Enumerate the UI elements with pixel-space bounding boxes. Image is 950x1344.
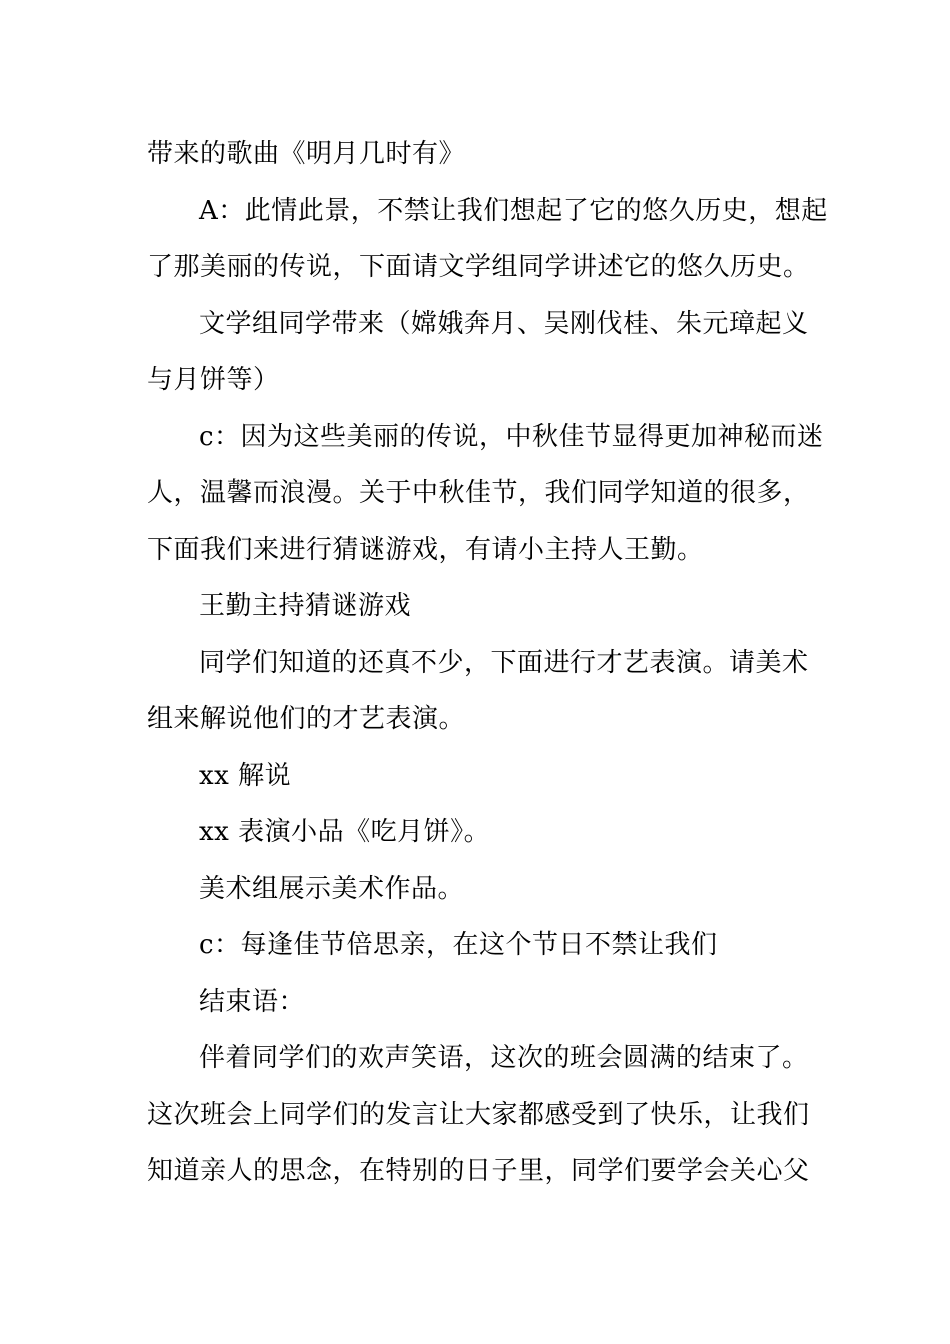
text-line: 同学们知道的还真不少，下面进行才艺表演。请美术 (199, 647, 809, 678)
text-line: c：每逢佳节倍思亲，在这个节日不禁让我们 (199, 930, 718, 960)
text-line: 下面我们来进行猜谜游戏，有请小主持人王勤。 (147, 534, 704, 565)
document-body (147, 126, 828, 1200)
text-line: 了那美丽的传说，下面请文学组同学讲述它的悠久历史。 (147, 252, 810, 282)
text-line: xx 解说 (199, 760, 292, 791)
text-line: 王勤主持猜谜游戏 (199, 591, 412, 621)
text-line: 人，温馨而浪漫。关于中秋佳节，我们同学知道的很多， (147, 478, 810, 508)
text-line: A：此情此景，不禁让我们想起了它的悠久历史，想起 (199, 195, 828, 226)
text-line: 文学组同学带来（嫦娥奔月、吴刚伐桂、朱元璋起义 (199, 308, 809, 339)
text-line: 伴着同学们的欢声笑语，这次的班会圆满的结束了。 (199, 1043, 809, 1073)
text-line: 知道亲人的思念，在特别的日子里，同学们要学会关心父 (147, 1156, 810, 1186)
text-line: 结束语： (199, 986, 306, 1017)
text-line: xx 表演小品《吃月饼》。 (199, 817, 491, 847)
text-line: 美术组展示美术作品。 (199, 873, 465, 904)
text-line: 带来的歌曲《明月几时有》 (147, 139, 466, 169)
text-line: 组来解说他们的才艺表演。 (147, 704, 466, 734)
text-line: c：因为这些美丽的传说，中秋佳节显得更加神秘而迷 (199, 421, 824, 452)
text-line: 这次班会上同学们的发言让大家都感受到了快乐，让我们 (147, 1099, 810, 1130)
text-line: 与月饼等） (147, 365, 280, 395)
